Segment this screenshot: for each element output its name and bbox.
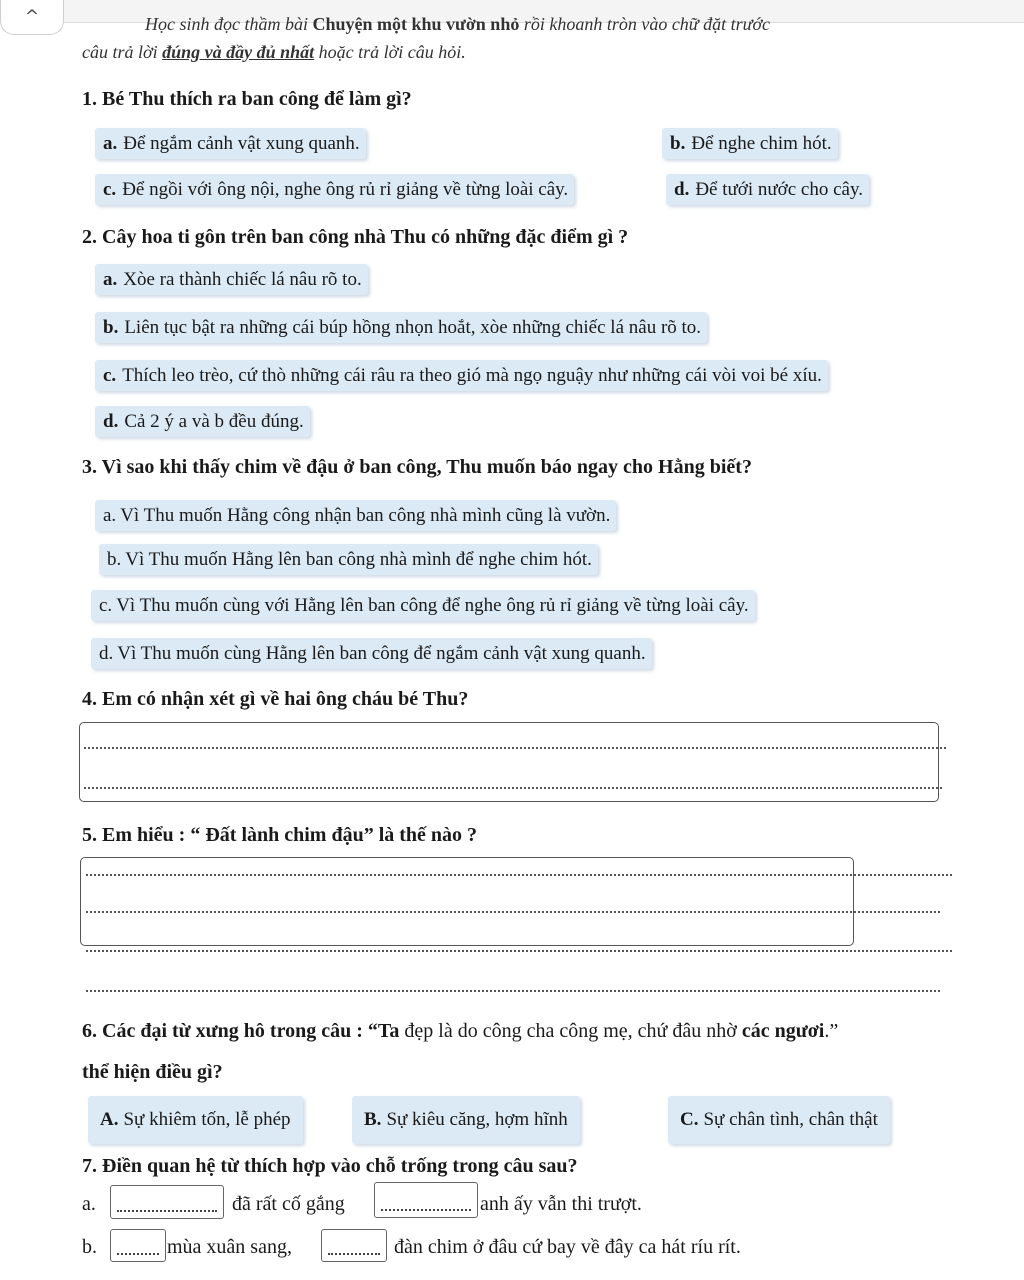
q6-option-b[interactable] [352, 1096, 580, 1144]
question-3: 3. Vì sao khi thấy chim về đậu ở ban công, Thu muốn báo ngay cho Hằng biết? [82, 456, 752, 478]
option-text: Để ngồi với ông nội, nghe ông rủ rỉ giảng về từng loài cây. [122, 179, 569, 200]
intro-text: câu trả lời [82, 42, 163, 62]
q2-option-d[interactable] [95, 406, 310, 437]
option-letter: c. [103, 365, 117, 386]
q7a-end-text: anh ấy vẫn thi trượt. [480, 1193, 642, 1215]
q6-text: đẹp là do công cha công mẹ, chứ đâu nhờ [399, 1020, 742, 1042]
q2-option-c[interactable] [95, 360, 828, 391]
q7b-end-text: đàn chim ở đâu cứ bay về đây ca hát ríu rít. [394, 1236, 741, 1258]
q7b-label: b. [82, 1236, 97, 1258]
answer-line [86, 990, 940, 992]
q6-text: .” [824, 1020, 839, 1042]
option-text: Để ngắm cảnh vật xung quanh. [123, 133, 360, 154]
intro-text: rồi khoanh tròn vào chữ đặt trước [519, 14, 771, 34]
intro-text: Học sinh đọc thầm bài [145, 14, 313, 34]
option-letter: d. [99, 643, 114, 664]
option-text: Sự chân tình, chân thật [703, 1109, 878, 1130]
question-2: 2. Cây hoa ti gôn trên ban công nhà Thu có những đặc điểm gì ? [82, 226, 629, 248]
option-letter: a. [103, 133, 118, 154]
option-letter: d. [674, 179, 690, 200]
q4-answer-box[interactable] [79, 722, 939, 802]
q2-option-a[interactable] [95, 264, 368, 295]
q6-text: Ta [377, 1020, 400, 1042]
option-text: Cả 2 ý a và b đều đúng. [124, 411, 304, 432]
option-text: Sự khiêm tốn, lễ phép [123, 1109, 291, 1130]
answer-line [86, 874, 952, 876]
option-text: Vì Thu muốn Hằng lên ban công nhà mình để nghe chim hót. [125, 549, 592, 570]
option-text: Thích leo trèo, cứ thò những cái râu ra theo gió mà ngọ nguậy như những cái vòi voi bé xíu. [122, 365, 822, 386]
q1-option-b[interactable] [662, 128, 838, 159]
question-5: 5. Em hiểu : “ Đất lành chim đậu” là thế nào ? [82, 824, 478, 846]
q2-option-b[interactable] [95, 312, 707, 343]
answer-line [86, 950, 952, 952]
option-letter: C. [680, 1109, 699, 1130]
question-4: 4. Em có nhận xét gì về hai ông cháu bé Thu? [82, 688, 469, 710]
answer-line [86, 911, 940, 913]
q7a-blank-2[interactable] [374, 1182, 478, 1218]
question-6 [82, 1020, 838, 1043]
option-text: Vì Thu muốn cùng Hằng lên ban công để ngắm cảnh vật xung quanh. [117, 643, 646, 664]
option-letter: b. [103, 317, 119, 338]
q7b-blank-2[interactable] [321, 1229, 387, 1262]
option-text: Để nghe chim hót. [691, 133, 832, 154]
option-letter: d. [103, 411, 119, 432]
collapse-button[interactable] [0, 0, 64, 35]
q3-option-b[interactable] [99, 544, 598, 575]
q3-option-c[interactable] [91, 590, 755, 621]
intro-emphasis: đúng và đầy đủ nhất [162, 42, 315, 62]
option-letter: a. [103, 505, 117, 526]
q3-option-d[interactable] [91, 638, 652, 669]
option-letter: a. [103, 269, 118, 290]
option-text: Vì Thu muốn cùng với Hằng lên ban công để nghe ông rủ rỉ giảng về từng loài cây. [116, 595, 749, 616]
option-letter: b. [670, 133, 686, 154]
option-text: Vì Thu muốn Hằng công nhận ban công nhà mình cũng là vườn. [120, 505, 611, 526]
option-text: Liên tục bật ra những cái búp hồng nhọn hoắt, xòe những chiếc lá nâu rõ to. [124, 317, 702, 338]
q7a-blank-1[interactable] [110, 1185, 224, 1219]
question-6-cont: thể hiện điều gì? [82, 1061, 223, 1083]
option-letter: c. [103, 179, 117, 200]
q7b-blank-1[interactable] [110, 1229, 166, 1262]
q7b-middle-text: mùa xuân sang, [167, 1236, 292, 1258]
option-text: Sự kiêu căng, hợm hĩnh [386, 1109, 568, 1130]
question-1: 1. Bé Thu thích ra ban công để làm gì? [82, 88, 412, 110]
chevron-up-icon: ^ [24, 7, 40, 27]
q7a-middle-text: đã rất cố gắng [232, 1193, 345, 1215]
answer-line [84, 747, 946, 749]
q6-text: các ngươi [741, 1020, 825, 1042]
q1-option-c[interactable] [95, 174, 574, 205]
intro-line-1 [145, 14, 770, 35]
q5-answer-box[interactable] [80, 857, 854, 946]
intro-line-2 [82, 42, 466, 63]
q7a-label: a. [82, 1193, 96, 1215]
story-title: Chuyện một khu vườn nhỏ [312, 14, 520, 34]
answer-line [84, 787, 942, 789]
q6-text: 6. Các đại từ xưng hô trong câu : “ [82, 1020, 378, 1042]
option-text: Xòe ra thành chiếc lá nâu rõ to. [123, 269, 362, 290]
q3-option-a[interactable] [95, 500, 616, 531]
q6-option-c[interactable] [668, 1096, 890, 1144]
q1-option-a[interactable] [95, 128, 366, 159]
q6-option-a[interactable] [88, 1096, 303, 1144]
option-letter: b. [107, 549, 122, 570]
option-letter: c. [99, 595, 113, 616]
question-7: 7. Điền quan hệ từ thích hợp vào chỗ trống trong câu sau? [82, 1155, 578, 1177]
option-letter: B. [364, 1109, 382, 1130]
intro-text: hoặc trả lời câu hỏi. [314, 42, 466, 62]
q1-option-d[interactable] [666, 174, 869, 205]
option-letter: A. [100, 1109, 119, 1130]
option-text: Để tưới nước cho cây. [695, 179, 863, 200]
